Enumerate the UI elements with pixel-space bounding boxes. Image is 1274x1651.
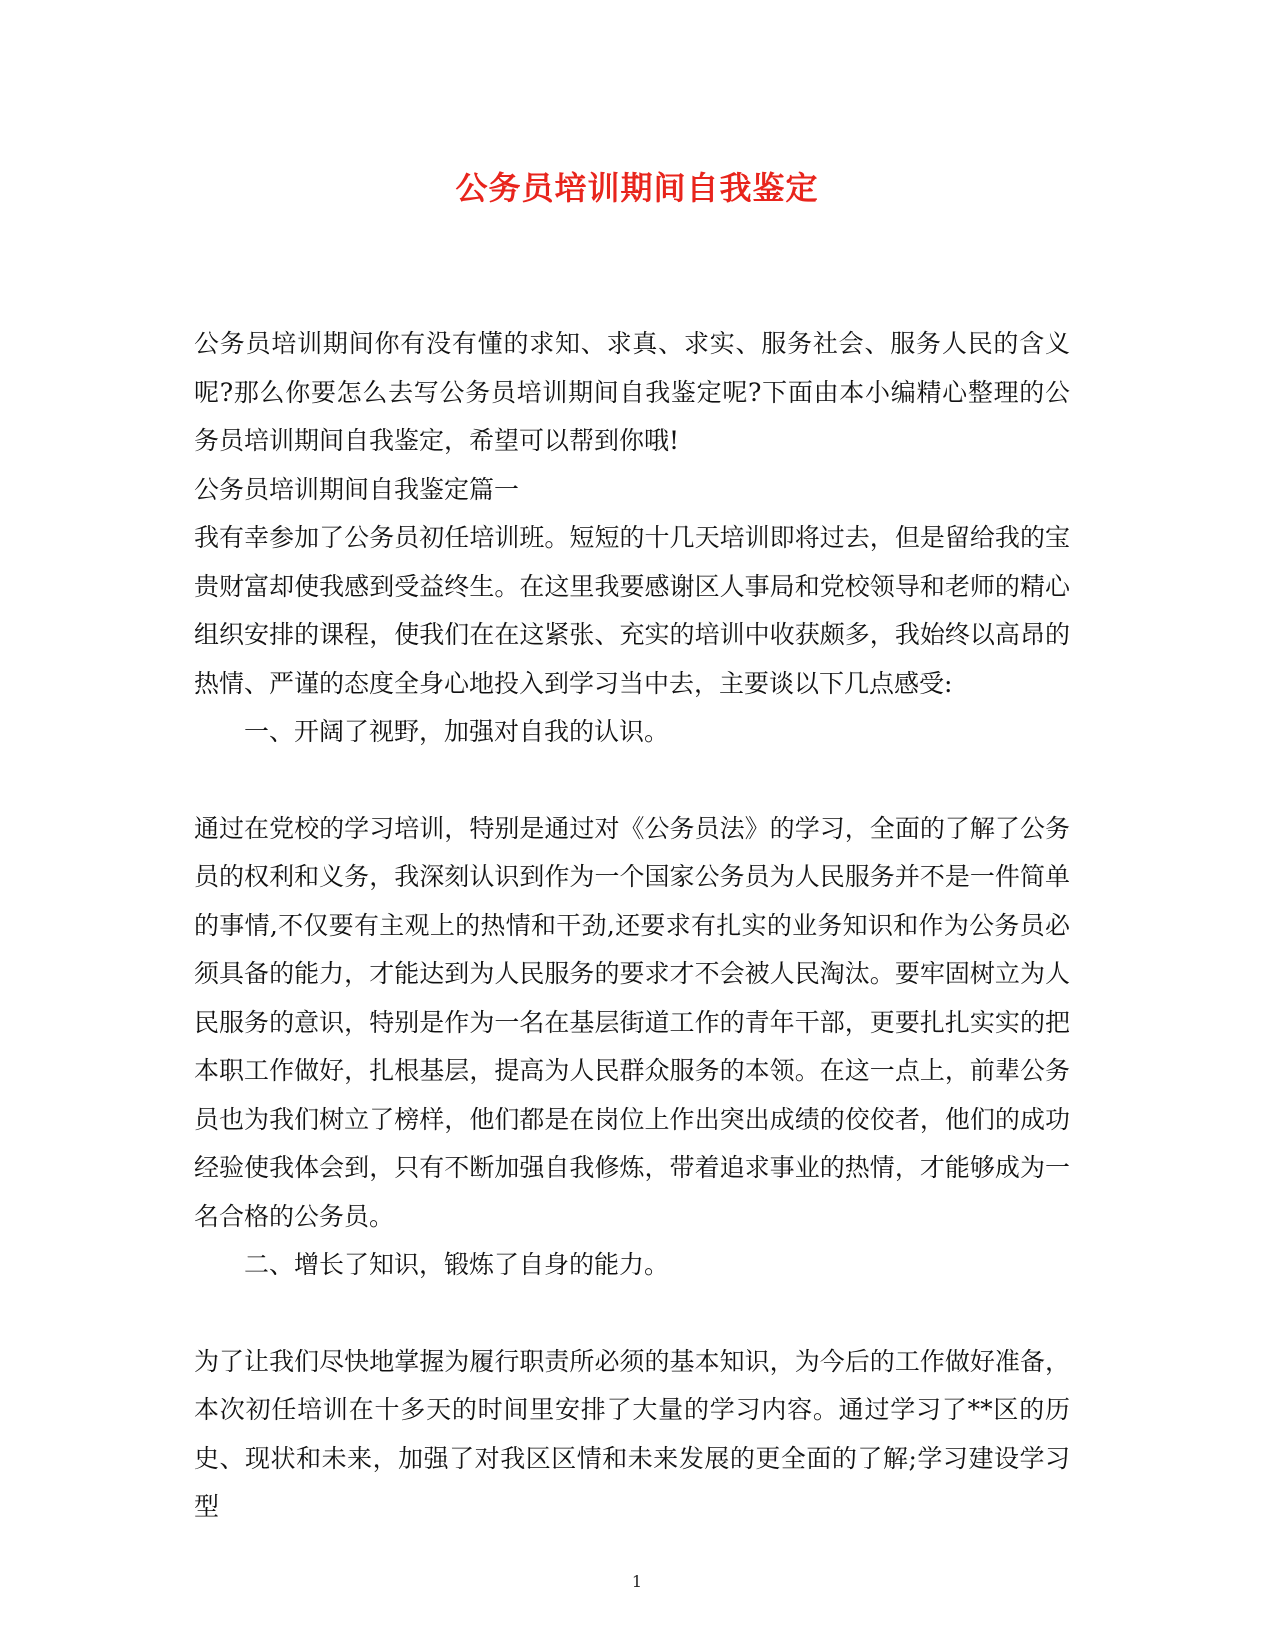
body-paragraph: 我有幸参加了公务员初任培训班。短短的十几天培训即将过去，但是留给我的宝贵财富却使我感到受益终生。在这里我要感谢区人事局和党校领导和老师的精心组织安排的课程，使我们在在这紧张、充实的培训中收获颇多，我始终以高昂的热情、严谨的态度全身心地投入到学习当中去，主要谈以下几点感受:: [194, 523, 1070, 698]
body-paragraph: 为了让我们尽快地掌握为履行职责所必须的基本知识，为今后的工作做好准备，本次初任培训在十多天的时间里安排了大量的学习内容。通过学习了**区的历史、现状和未来，加强了对我区区情和未来发展的更全面的了解;学习建设学习型: [194, 1346, 1070, 1521]
document-body: [194, 320, 1070, 1532]
page-number: 1: [631, 1572, 643, 1591]
intro-paragraph: 公务员培训期间你有没有懂的求知、求真、求实、服务社会、服务人民的含义呢?那么你要怎么去写公务员培训期间自我鉴定呢?下面由本小编精心整理的公务员培训期间自我鉴定，希望可以帮到你哦!: [194, 329, 1070, 455]
point-heading-2: 二、增长了知识，锻炼了自身的能力。: [244, 1250, 670, 1279]
body-paragraph: 通过在党校的学习培训，特别是通过对《公务员法》的学习，全面的了解了公务员的权利和义务，我深刻认识到作为一个国家公务员为人民服务并不是一件简单的事情,不仅要有主观上的热情和干劲,还要求有扎实的业务知识和作为公务员必须具备的能力，才能达到为人民服务的要求才不会被人民淘汰。要牢固树立为人民服务的意识，特别是作为一名在基层街道工作的青年干部，更要扎扎实实的把本职工作做好，扎根基层，提高为人民群众服务的本领。在这一点上，前辈公务员也为我们树立了榜样，他们都是在岗位上作出突出成绩的佼佼者，他们的成功经验使我体会到，只有不断加强自我修炼，带着追求事业的热情，才能够成为一名合格的公务员。: [194, 813, 1070, 1231]
section-title: 公务员培训期间自我鉴定篇一: [194, 474, 520, 504]
point-heading-1: 一、开阔了视野，加强对自我的认识。: [244, 717, 670, 746]
document-title: 公务员培训期间自我鉴定: [455, 169, 819, 207]
